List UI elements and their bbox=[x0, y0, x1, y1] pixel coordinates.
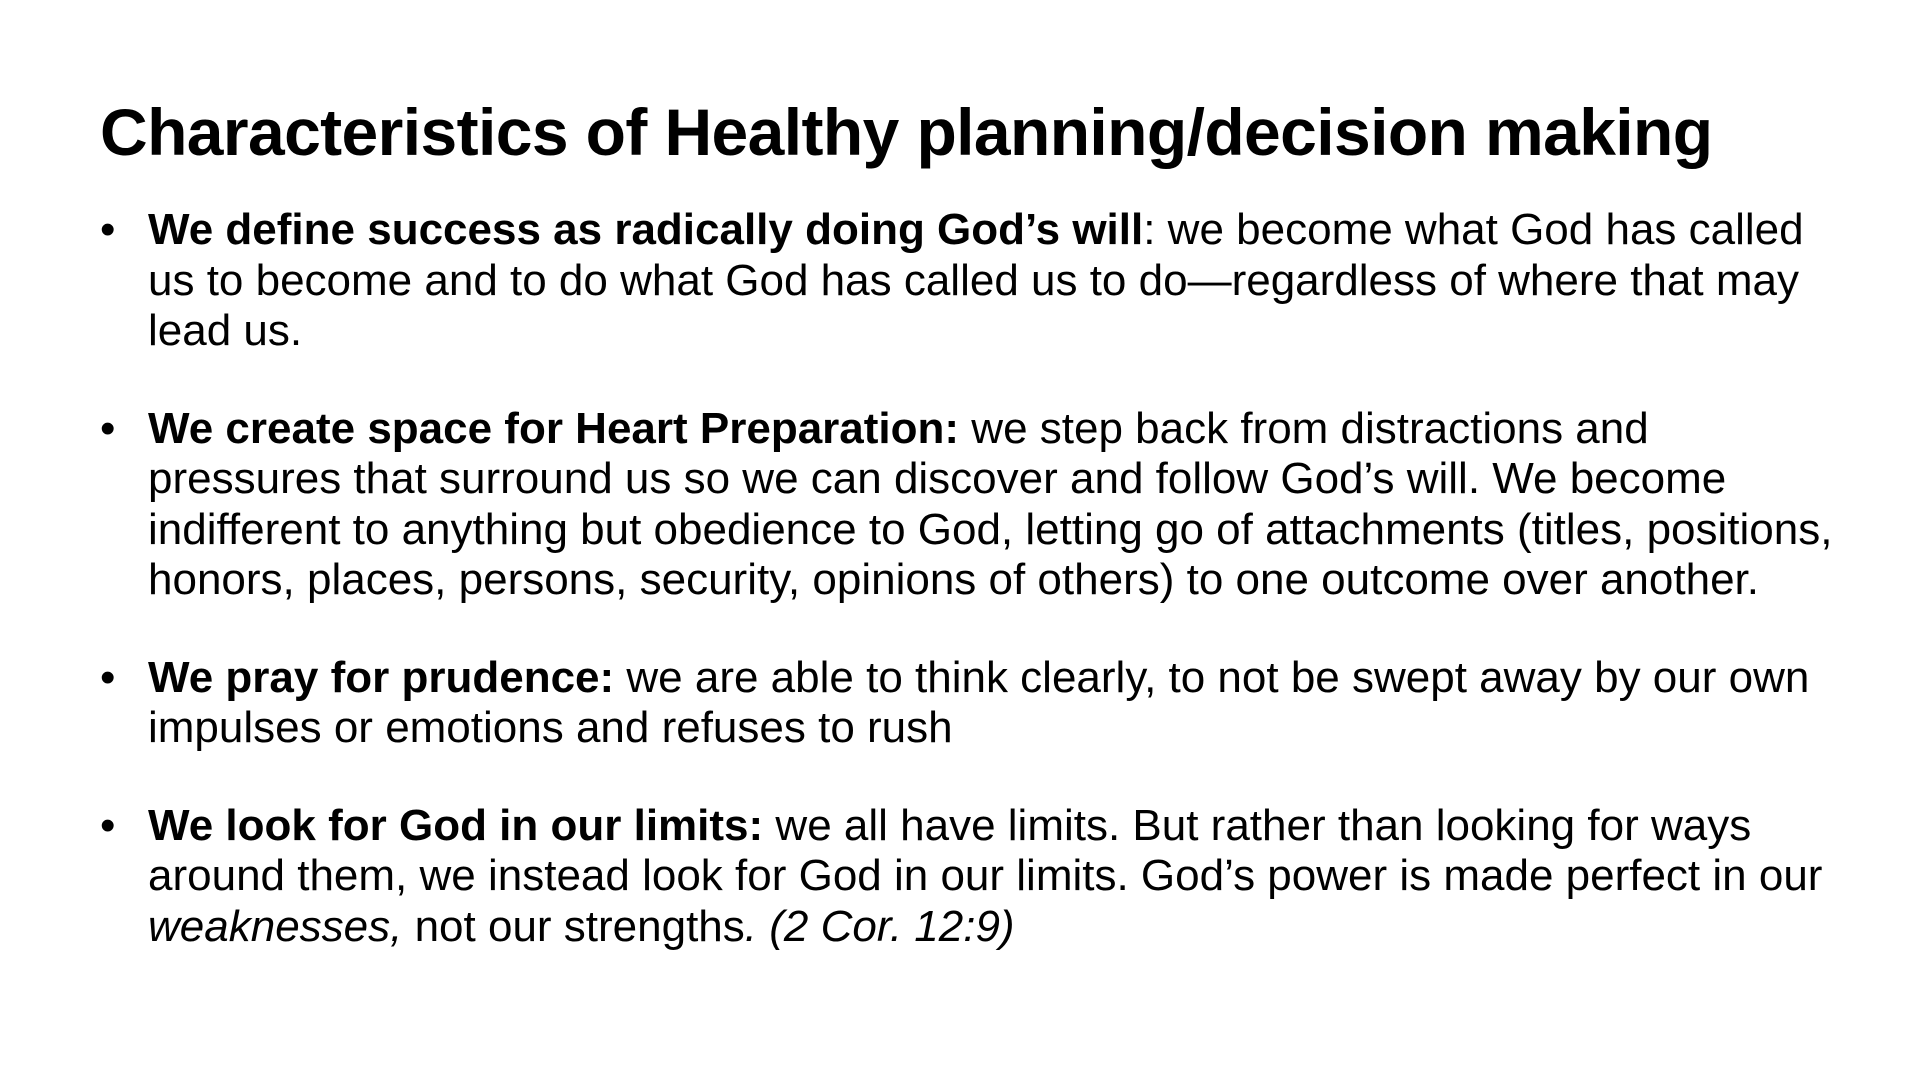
bullet-text: we all have limits. But rather than looking for ways around them, we instead look for God in our limits. God’s power is made perfect in our bbox=[148, 800, 1823, 900]
bullet-lead: We pray for prudence: bbox=[148, 652, 615, 702]
bullet-lead: We create space for Heart Preparation: bbox=[148, 403, 960, 453]
bullet-lead: We define success as radically doing God’s will bbox=[148, 205, 1144, 254]
list-item bbox=[100, 653, 1840, 754]
bullet-icon: • bbox=[100, 205, 116, 254]
bullet-text-after: not our strengths bbox=[402, 901, 745, 951]
scripture-citation: . (2 Cor. 12:9) bbox=[744, 901, 1015, 951]
bullet-icon: • bbox=[100, 403, 116, 453]
bullet-list bbox=[100, 205, 1840, 999]
bullet-text: we step back from distractions and pressures that surround us so we can discover and follow God’s will. We become indifferent to anything but obedience to God, letting go of attachments (titles, positions, honors, places, persons, security, opinions of others) to one outcome over another. bbox=[148, 403, 1833, 604]
bullet-lead: We look for God in our limits: bbox=[148, 800, 764, 850]
bullet-icon: • bbox=[100, 800, 116, 850]
list-item bbox=[100, 801, 1840, 953]
list-item bbox=[100, 404, 1840, 606]
list-item bbox=[100, 205, 1840, 357]
bullet-text: : we become what God has called us to become and to do what God has called us to do—regardless of where that may lead us. bbox=[148, 205, 1804, 355]
bullet-text: we are able to think clearly, to not be swept away by our own impulses or emotions and refuses to rush bbox=[148, 652, 1810, 752]
bullet-emphasis: weaknesses, bbox=[148, 901, 403, 951]
slide-title: Characteristics of Healthy planning/decision making bbox=[100, 95, 1713, 169]
bullet-icon: • bbox=[100, 652, 116, 702]
